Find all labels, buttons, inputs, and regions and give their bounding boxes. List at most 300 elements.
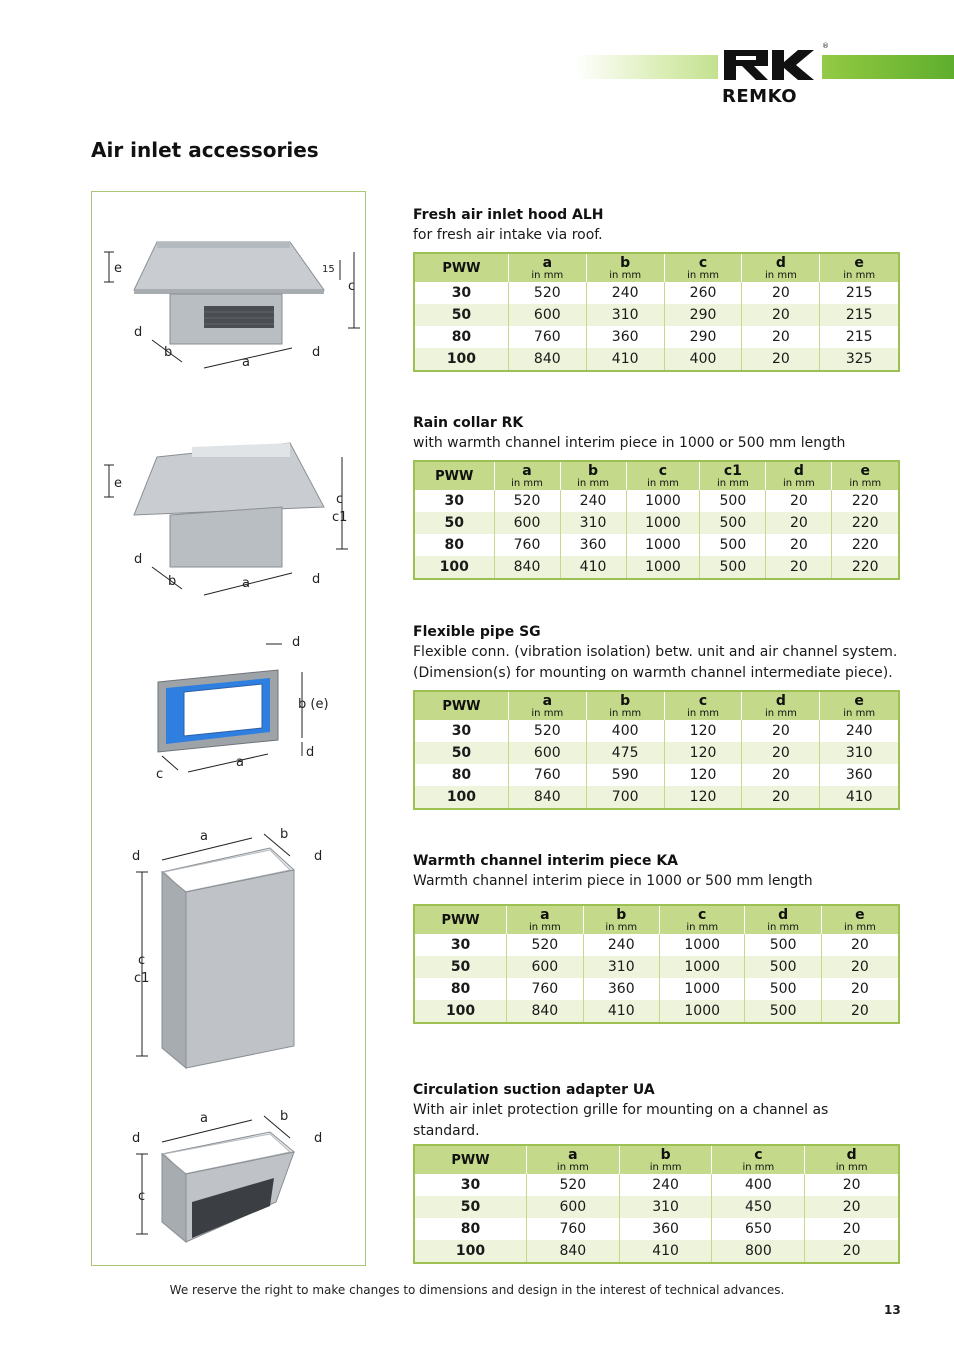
table-row: [414, 1174, 899, 1196]
table-cell: 215: [820, 282, 899, 304]
section-title: Warmth channel interim piece KA: [413, 853, 679, 869]
column-label: c: [698, 255, 708, 271]
unit-label: in mm: [686, 922, 719, 933]
table-cell: 20: [821, 956, 899, 978]
table-cell: 600: [508, 742, 586, 764]
unit-label: in mm: [609, 708, 642, 719]
table-row: [414, 934, 899, 956]
table-cell: 360: [820, 764, 899, 786]
table-cell: 590: [586, 764, 664, 786]
section-rk: [413, 413, 900, 580]
pipe-label-d-top: d: [292, 635, 301, 650]
table-cell: 240: [586, 282, 664, 304]
table-row: [414, 534, 899, 556]
pipe-label-b: b (e): [298, 697, 329, 712]
table-cell: 310: [619, 1196, 712, 1218]
row-pww-cell: 30: [451, 285, 472, 301]
table-row: [414, 282, 899, 304]
adapter-diagram: [92, 1102, 365, 1252]
table-cell: 760: [507, 978, 583, 1000]
spec-table-ua: [413, 1144, 900, 1264]
unit-label: in mm: [528, 922, 561, 933]
table-header-row: [414, 905, 899, 934]
table-cell: 360: [560, 534, 626, 556]
row-pww-cell: 80: [450, 981, 471, 997]
hood-label-b: b: [164, 345, 173, 360]
column-header-c: [664, 691, 742, 720]
column-header-a: [508, 691, 586, 720]
collar-label-d-right: d: [312, 572, 321, 587]
table-row: [414, 304, 899, 326]
adapter-label-d-right: d: [314, 1131, 323, 1146]
table-cell: 600: [508, 304, 586, 326]
table-cell: 1000: [626, 512, 700, 534]
pipe-label-c: c: [156, 767, 164, 782]
table-row: [414, 490, 899, 512]
channel-label-d-left: d: [132, 849, 141, 864]
collar-opening: [192, 443, 290, 457]
table-cell: 760: [508, 326, 586, 348]
column-header-e: [820, 691, 899, 720]
table-cell: 840: [508, 786, 586, 809]
collar-diagram: [92, 437, 365, 602]
table-cell: 220: [832, 490, 899, 512]
table-row: [414, 742, 899, 764]
unit-label: in mm: [556, 1162, 589, 1173]
column-header-e: [832, 461, 899, 490]
column-header-c: [626, 461, 700, 490]
collar-label-a: a: [242, 576, 250, 591]
table-cell: 410: [820, 786, 899, 809]
column-header-c: [664, 253, 742, 282]
table-cell: 290: [664, 304, 742, 326]
pipe-label-d-right: d: [306, 745, 315, 760]
column-header-a: [507, 905, 583, 934]
row-pww-cell: 50: [414, 304, 508, 326]
column-label: e: [854, 255, 864, 271]
column-label: e: [860, 463, 870, 479]
table-cell: 20: [821, 934, 899, 956]
column-header-d: [805, 1145, 899, 1174]
table-row: [414, 764, 899, 786]
table-cell: 840: [508, 348, 586, 371]
row-pww-cell: 100: [414, 786, 508, 809]
table-cell: 220: [832, 534, 899, 556]
table-cell: 20: [805, 1174, 899, 1196]
table-cell: 310: [560, 512, 626, 534]
table-cell: 20: [742, 786, 820, 809]
collar-label-b: b: [168, 574, 177, 589]
table-cell: 240: [619, 1174, 712, 1196]
column-header-d: [742, 253, 820, 282]
channel-label-d-right: d: [314, 849, 323, 864]
column-header-c: [712, 1145, 805, 1174]
row-pww-cell: 30: [451, 723, 472, 739]
table-cell: 20: [742, 282, 820, 304]
column-label: b: [660, 1147, 671, 1163]
table-row: [414, 556, 899, 579]
column-header-b: [583, 905, 659, 934]
table-row: [414, 326, 899, 348]
table-cell: 500: [745, 934, 821, 956]
collar-label-c: c: [336, 492, 344, 507]
registered-mark: ®: [822, 42, 829, 50]
unit-label: in mm: [843, 708, 876, 719]
table-cell: 1000: [626, 556, 700, 579]
column-label: PWW: [435, 468, 474, 484]
table-row: [414, 1240, 899, 1263]
table-cell: 310: [586, 304, 664, 326]
table-cell: 20: [766, 512, 832, 534]
row-pww-cell: 30: [444, 493, 464, 509]
table-cell: 1000: [659, 978, 744, 1000]
table-cell: 20: [805, 1218, 899, 1240]
column-label: d: [775, 255, 786, 271]
table-cell: 450: [712, 1196, 805, 1218]
table-cell: 520: [508, 282, 586, 304]
channel-left-face: [162, 872, 186, 1068]
table-cell: 400: [664, 348, 742, 371]
table-row: [414, 720, 899, 742]
table-cell: 20: [805, 1240, 899, 1263]
section-description: Flexible conn. (vibration isolation) betw. unit and air channel system.: [413, 644, 898, 660]
table-cell: 20: [821, 978, 899, 1000]
row-pww-cell: 80: [460, 1221, 481, 1237]
table-cell: 520: [508, 720, 586, 742]
table-cell: 360: [586, 326, 664, 348]
table-cell: 20: [742, 742, 820, 764]
section-description-2: (Dimension(s) for mounting on warmth channel intermediate piece).: [413, 665, 893, 681]
table-header-row: [414, 253, 899, 282]
column-label: c: [754, 1147, 763, 1163]
hood-diagram: [92, 232, 365, 382]
table-cell: 20: [766, 556, 832, 579]
table-cell: 410: [586, 348, 664, 371]
row-pww-cell: 100: [414, 348, 508, 371]
column-header-e: [821, 905, 899, 934]
column-header-b: [560, 461, 626, 490]
unit-label: in mm: [742, 1162, 775, 1173]
row-pww-cell: 50: [414, 1196, 526, 1218]
unit-label: in mm: [765, 708, 797, 719]
hood-label-c: c: [348, 279, 356, 294]
table-cell: 500: [700, 556, 766, 579]
section-title: Rain collar RK: [413, 415, 524, 431]
table-cell: 500: [700, 490, 766, 512]
unit-label: in mm: [716, 478, 749, 489]
unit-label: in mm: [849, 478, 882, 489]
collar-label-c1: c1: [332, 510, 348, 525]
hood-label-e: e: [114, 261, 122, 276]
column-header-pww: [414, 905, 507, 934]
brand-name: REMKO: [722, 86, 798, 107]
table-row: [414, 512, 899, 534]
hood-eave: [134, 290, 324, 294]
column-label: a: [522, 463, 532, 479]
unit-label: in mm: [609, 270, 642, 281]
row-pww-cell: 80: [451, 767, 472, 783]
table-cell: 500: [745, 956, 821, 978]
row-pww-cell: 80: [444, 537, 464, 553]
row-pww-cell: 100: [414, 1240, 526, 1263]
channel-label-a: a: [200, 829, 208, 844]
column-label: b: [588, 463, 599, 479]
column-label: b: [620, 693, 631, 709]
unit-label: in mm: [767, 922, 800, 933]
row-pww-cell: 30: [460, 1177, 481, 1193]
collar-label-d-left: d: [134, 552, 143, 567]
hood-label-a: a: [242, 355, 250, 370]
section-title: Flexible pipe SG: [413, 624, 541, 640]
spec-table-ka: [413, 904, 900, 1024]
hood-grille: [204, 306, 274, 328]
column-header-b: [586, 691, 664, 720]
table-cell: 240: [560, 490, 626, 512]
table-row: [414, 978, 899, 1000]
pipe-label-a: a: [236, 755, 244, 770]
table-cell: 360: [619, 1218, 712, 1240]
rk-logo-mark: [718, 44, 822, 86]
section-ua: [413, 1080, 900, 1264]
unit-label: in mm: [835, 1162, 868, 1173]
table-cell: 1000: [659, 1000, 744, 1023]
hood-label-d-left: d: [134, 325, 143, 340]
table-cell: 20: [766, 490, 832, 512]
channel-front-face: [186, 870, 294, 1068]
section-description: Warmth channel interim piece in 1000 or 500 mm length: [413, 873, 813, 889]
column-label: d: [846, 1147, 857, 1163]
table-cell: 520: [526, 1174, 619, 1196]
row-pww-cell: 100: [414, 1000, 507, 1023]
unit-label: in mm: [765, 270, 797, 281]
hood-top-edge: [157, 242, 290, 248]
adapter-label-d-left: d: [132, 1131, 141, 1146]
remko-logo: [718, 44, 828, 108]
column-label: PWW: [442, 698, 481, 714]
pipe-opening: [184, 684, 262, 736]
row-pww-cell: 80: [451, 329, 472, 345]
table-cell: 325: [820, 348, 899, 371]
table-cell: 20: [742, 764, 820, 786]
row-pww-cell: 30: [450, 937, 471, 953]
column-header-pww: [414, 461, 494, 490]
table-header-row: [414, 461, 899, 490]
column-header-d: [742, 691, 820, 720]
table-cell: 310: [820, 742, 899, 764]
table-cell: 840: [494, 556, 560, 579]
unit-label: in mm: [577, 478, 609, 489]
channel-diagram: [92, 820, 365, 1075]
table-cell: 215: [820, 304, 899, 326]
unit-label: in mm: [783, 478, 815, 489]
unit-label: in mm: [649, 1162, 682, 1173]
table-cell: 20: [821, 1000, 899, 1023]
column-label: a: [542, 255, 553, 271]
column-label: a: [540, 907, 550, 923]
adapter-label-c: c: [138, 1189, 146, 1204]
table-cell: 360: [583, 978, 659, 1000]
spec-table-alh: [413, 252, 900, 372]
column-header-d: [766, 461, 832, 490]
spec-table-sg: [413, 690, 900, 810]
collar-label-e: e: [114, 476, 122, 491]
column-label: c: [658, 463, 668, 479]
section-sg: [413, 622, 900, 810]
hood-label-d-right: d: [312, 345, 321, 360]
column-label: e: [854, 693, 864, 709]
table-cell: 120: [664, 786, 742, 809]
section-description-2: standard.: [413, 1123, 480, 1139]
table-cell: 260: [664, 282, 742, 304]
row-pww-cell: 50: [414, 956, 507, 978]
table-cell: 700: [586, 786, 664, 809]
column-label: d: [793, 463, 804, 479]
table-header-row: [414, 1145, 899, 1174]
hood-label-gap: 15: [322, 264, 335, 275]
table-cell: 800: [712, 1240, 805, 1263]
table-cell: 520: [494, 490, 560, 512]
column-header-pww: [414, 1145, 526, 1174]
table-cell: 600: [494, 512, 560, 534]
row-pww-cell: 50: [414, 512, 494, 534]
table-cell: 220: [832, 512, 899, 534]
column-label: d: [778, 907, 789, 923]
table-row: [414, 348, 899, 371]
section-description: with warmth channel interim piece in 1000 or 500 mm length: [413, 435, 846, 451]
channel-label-c: c: [138, 953, 146, 968]
table-cell: 500: [745, 978, 821, 1000]
unit-label: in mm: [511, 478, 543, 489]
unit-label: in mm: [687, 270, 719, 281]
footer-disclaimer: We reserve the right to make changes to dimensions and design in the interest of technical advances.: [169, 1283, 785, 1297]
column-header-d: [745, 905, 821, 934]
table-cell: 1000: [659, 956, 744, 978]
table-cell: 840: [526, 1240, 619, 1263]
table-cell: 1000: [626, 534, 700, 556]
section-description: for fresh air intake via roof.: [413, 227, 603, 243]
column-header-a: [508, 253, 586, 282]
table-cell: 400: [586, 720, 664, 742]
table-cell: 120: [664, 720, 742, 742]
section-title: Fresh air inlet hood ALH: [413, 207, 604, 223]
page-title: Air inlet accessories: [91, 138, 319, 162]
table-row: [414, 1000, 899, 1023]
column-header-pww: [414, 691, 508, 720]
table-cell: 760: [494, 534, 560, 556]
column-label: d: [775, 693, 786, 709]
channel-label-b: b: [280, 827, 289, 842]
section-alh: [413, 205, 900, 372]
section-ka: [413, 851, 900, 1024]
column-header-b: [619, 1145, 712, 1174]
section-description: With air inlet protection grille for mounting on a channel as: [413, 1102, 829, 1118]
column-label: b: [620, 255, 631, 271]
table-cell: 500: [745, 1000, 821, 1023]
table-row: [414, 956, 899, 978]
table-row: [414, 1218, 899, 1240]
table-cell: 475: [586, 742, 664, 764]
column-label: a: [542, 693, 553, 709]
unit-label: in mm: [531, 270, 564, 281]
row-pww-cell: 50: [414, 742, 508, 764]
column-header-a: [526, 1145, 619, 1174]
table-cell: 410: [583, 1000, 659, 1023]
table-cell: 20: [742, 348, 820, 371]
column-label: c: [698, 907, 707, 923]
table-cell: 600: [507, 956, 583, 978]
adapter-label-b: b: [280, 1109, 289, 1124]
unit-label: in mm: [531, 708, 564, 719]
unit-label: in mm: [647, 478, 679, 489]
figure-panel: [91, 191, 366, 1266]
pipe-diagram: [92, 632, 365, 792]
adapter-label-a: a: [200, 1111, 208, 1126]
column-label: a: [568, 1147, 578, 1163]
column-label: c: [698, 693, 708, 709]
table-cell: 1000: [626, 490, 700, 512]
table-row: [414, 786, 899, 809]
unit-label: in mm: [843, 270, 876, 281]
unit-label: in mm: [605, 922, 638, 933]
table-cell: 520: [507, 934, 583, 956]
column-header-b: [586, 253, 664, 282]
table-cell: 20: [742, 326, 820, 348]
table-cell: 400: [712, 1174, 805, 1196]
table-cell: 310: [583, 956, 659, 978]
column-header-e: [820, 253, 899, 282]
table-cell: 240: [820, 720, 899, 742]
row-pww-cell: 100: [414, 556, 494, 579]
column-header-pww: [414, 253, 508, 282]
column-header-c: [659, 905, 744, 934]
channel-label-c1: c1: [134, 971, 150, 986]
table-cell: 760: [526, 1218, 619, 1240]
table-cell: 215: [820, 326, 899, 348]
table-cell: 760: [508, 764, 586, 786]
column-label: b: [616, 907, 627, 923]
table-cell: 650: [712, 1218, 805, 1240]
column-header-a: [494, 461, 560, 490]
column-label: PWW: [451, 1152, 490, 1168]
table-cell: 1000: [659, 934, 744, 956]
hood-roof: [134, 242, 324, 290]
table-cell: 20: [805, 1196, 899, 1218]
table-cell: 20: [742, 304, 820, 326]
table-header-row: [414, 691, 899, 720]
table-cell: 500: [700, 534, 766, 556]
table-cell: 840: [507, 1000, 583, 1023]
page-number: 13: [884, 1303, 901, 1317]
column-label: PWW: [441, 912, 480, 928]
collar-body: [170, 507, 282, 567]
table-cell: 290: [664, 326, 742, 348]
table-cell: 20: [742, 720, 820, 742]
table-cell: 20: [766, 534, 832, 556]
table-cell: 240: [583, 934, 659, 956]
spec-table-rk: [413, 460, 900, 580]
table-cell: 120: [664, 764, 742, 786]
column-label: c1: [723, 463, 742, 479]
table-cell: 410: [619, 1240, 712, 1263]
column-label: e: [855, 907, 865, 923]
table-cell: 120: [664, 742, 742, 764]
column-label: PWW: [442, 260, 481, 276]
table-row: [414, 1196, 899, 1218]
column-header-c1: [700, 461, 766, 490]
unit-label: in mm: [844, 922, 876, 933]
table-cell: 410: [560, 556, 626, 579]
unit-label: in mm: [687, 708, 719, 719]
